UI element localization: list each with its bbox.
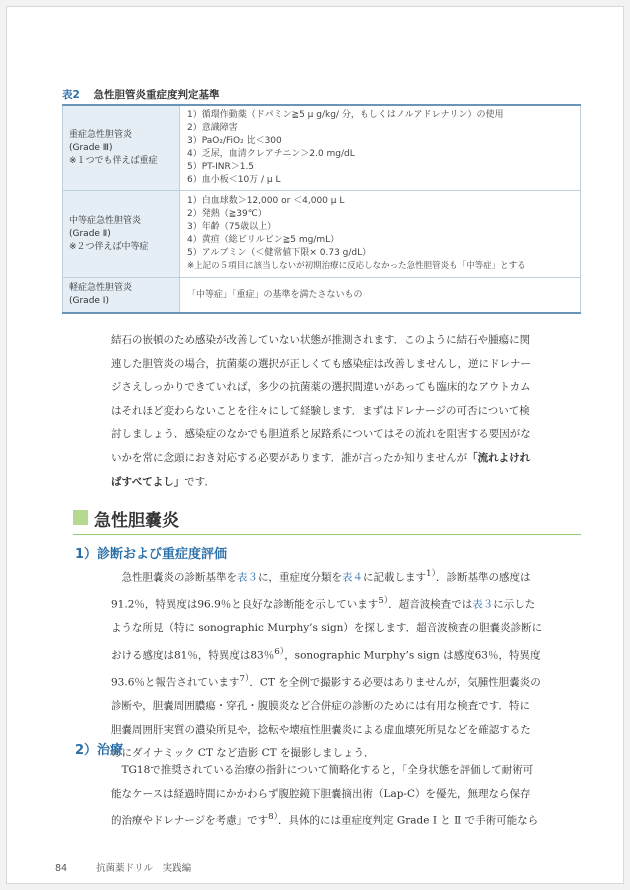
page-footer — [55, 860, 191, 874]
criteria-item: 2）発熱（≧39℃） — [187, 209, 267, 219]
table-ref-link[interactable]: 表４ — [342, 571, 363, 584]
citation: 1） — [426, 569, 436, 579]
criteria-item: 3）PaO₂/FiO₂ 比＜300 — [187, 136, 282, 146]
paragraph-treatment — [111, 759, 563, 833]
book-title: 抗菌薬ドリル 実践編 — [96, 863, 192, 874]
text-run: に，重症度分類を — [258, 571, 342, 584]
row-criteria — [180, 105, 581, 191]
criteria-item: 2）意識障害 — [187, 123, 238, 133]
citation: 6） — [274, 646, 285, 657]
text-run: いかを常に念頭におき対応する必要があります．誰が言ったか知りませんが — [111, 451, 468, 464]
text-line — [111, 759, 563, 783]
table-row — [63, 105, 581, 191]
text-line: 討しましょう．感染症のなかでも胆道系と尿路系についてはその流れを阻害する要因がな — [111, 428, 531, 441]
row-label — [63, 105, 180, 191]
severity-table — [62, 104, 581, 314]
criteria-item: 1）白血球数＞12,000 or ＜4,000 μ L — [187, 196, 345, 206]
table-title: 急性胆管炎重症度判定基準 — [93, 89, 220, 101]
criteria-note: ※上記の５項目に該当しないが初期治療に反応しなかった急性胆管炎も「中等症」とする — [187, 261, 526, 271]
paragraph-cholangitis — [111, 329, 563, 494]
text-run: ．CT を全例で撮影する必要はありませんが，気腫性胆嚢炎の — [249, 676, 541, 689]
criteria-item: 4）黄疸（総ビリルビン≧5 mg/mL） — [187, 235, 340, 245]
text-line: 診断や，胆嚢周囲膿瘍・穿孔・腹膜炎など合併症の診断のためには有用な検査です．特に — [111, 699, 530, 712]
section-heading — [73, 501, 581, 535]
text-line — [111, 590, 563, 617]
section-marker-square — [73, 510, 88, 525]
text-line — [111, 471, 563, 495]
table-row — [63, 191, 581, 278]
text-run: に示した — [493, 598, 536, 611]
text-run: ．具体的には重症度判定 Grade Ⅰ と Ⅱ で手術可能なら — [278, 814, 539, 827]
row-label — [63, 278, 180, 314]
row-label-line: (Grade Ⅱ) — [69, 228, 111, 239]
row-criteria — [180, 191, 581, 278]
row-label-line: (Grade Ⅰ) — [69, 296, 109, 306]
text-run: です． — [184, 475, 215, 488]
citation: 8） — [268, 812, 279, 823]
criteria-item: 5）PT-INR＞1.5 — [187, 162, 255, 172]
text-line — [111, 668, 563, 695]
text-run: 的治療やドレナージを考慮」です — [111, 814, 269, 827]
row-label-line: 重症急性胆管炎 — [69, 129, 133, 140]
text-line: 胆嚢周囲肝実質の濃染所見や，捻転や壊疽性胆嚢炎による虚血壊死所見などを確認するた — [111, 723, 531, 736]
criteria-item: 3）年齢（75歳以上） — [187, 222, 277, 232]
table-ref-link[interactable]: 表３ — [472, 598, 494, 611]
criteria-item: 1）循環作動薬（ドパミン≧5 μ g/kg/ 分，もしくはノルアドレナリン）の使用 — [187, 110, 504, 120]
row-criteria — [180, 278, 581, 314]
table-row — [63, 278, 581, 314]
text-line: はそれほど変わらないことを往々にして経験します．まずはドレナージの可否について検 — [111, 404, 530, 417]
text-line — [111, 447, 563, 471]
paragraph-diagnosis — [111, 563, 563, 766]
criteria-item: 「中等症」「重症」の基準を満たさないもの — [187, 289, 363, 300]
subsection-heading-diagnosis: 1）診断および重症度評価 — [75, 547, 228, 562]
text-run: ，sonographic Murphy’s sign は感度63％，特異度 — [284, 649, 541, 662]
citation: 7） — [239, 673, 250, 684]
text-line — [111, 563, 563, 590]
emphasis-text: ばすべてよし」 — [111, 475, 185, 488]
section-title: 急性胆嚢炎 — [94, 511, 179, 531]
row-label-line: ※２つ伴えば中等症 — [69, 241, 149, 252]
text-line — [111, 641, 563, 668]
text-line: 結石の嵌頓のため感染が改善していない状態が推測されます．このように結石や腫瘍に関 — [111, 334, 531, 346]
citation: 5） — [378, 596, 389, 607]
text-run: 91.2％，特異度は96.9％と良好な診断能を示しています — [111, 598, 379, 611]
text-line: 連した胆管炎の場合，抗菌薬の選択が正しくても感染症は改善しませんし，逆にドレナー — [111, 357, 531, 370]
text-line: ジさえしっかりできていれば，多少の抗菌薬の選択間違いがあっても臨床的なアウトカム — [111, 381, 531, 394]
text-run: おける感度は81％，特異度は83％ — [111, 649, 275, 662]
table-number: 表2 — [62, 89, 80, 101]
criteria-item: 4）乏尿，血清クレアチニン＞2.0 mg/dL — [187, 149, 355, 159]
text-run: TG18で推奨されている治療の指針について簡略化すると，「全身状態を評価して耐術可 — [121, 764, 534, 776]
text-run: ．診断基準の感度は — [435, 571, 531, 584]
page-number: 84 — [55, 863, 68, 874]
criteria-item: 5）アルブミン（＜健常値下限× 0.73 g/dL） — [187, 248, 372, 258]
row-label-line: (Grade Ⅲ) — [69, 142, 113, 153]
table-caption — [62, 87, 219, 102]
criteria-item: 6）血小板＜10万 / μ L — [187, 175, 281, 185]
row-label — [63, 191, 180, 278]
text-run: ．超音波検査では — [388, 598, 473, 611]
emphasis-text: 「流れよけれ — [467, 451, 531, 464]
text-line: めにダイナミック CT など造影 CT を撮影しましょう． — [111, 747, 375, 760]
page — [6, 6, 624, 884]
text-line — [111, 806, 563, 833]
row-label-line: 中等症急性胆管炎 — [69, 215, 142, 226]
text-run: 急性胆嚢炎の診断基準を — [121, 571, 237, 584]
text-line: 能なケースは経過時間にかかわらず腹腔鏡下胆嚢摘出術（Lap-C）を優先，無理なら保存 — [111, 787, 531, 800]
row-label-line: 軽症急性胆管炎 — [69, 283, 133, 293]
text-line: ような所見（特に sonographic Murphy’s sign）を探します．超音波検査の胆嚢炎診断に — [111, 622, 543, 635]
text-run: 93.6％と報告されています — [111, 676, 240, 689]
table-ref-link[interactable]: 表３ — [237, 571, 258, 584]
subsection-heading-treatment: 2）治療 — [75, 743, 124, 758]
row-label-line: ※１つでも伴えば重症 — [69, 155, 158, 166]
text-run: に記載します — [363, 571, 426, 584]
